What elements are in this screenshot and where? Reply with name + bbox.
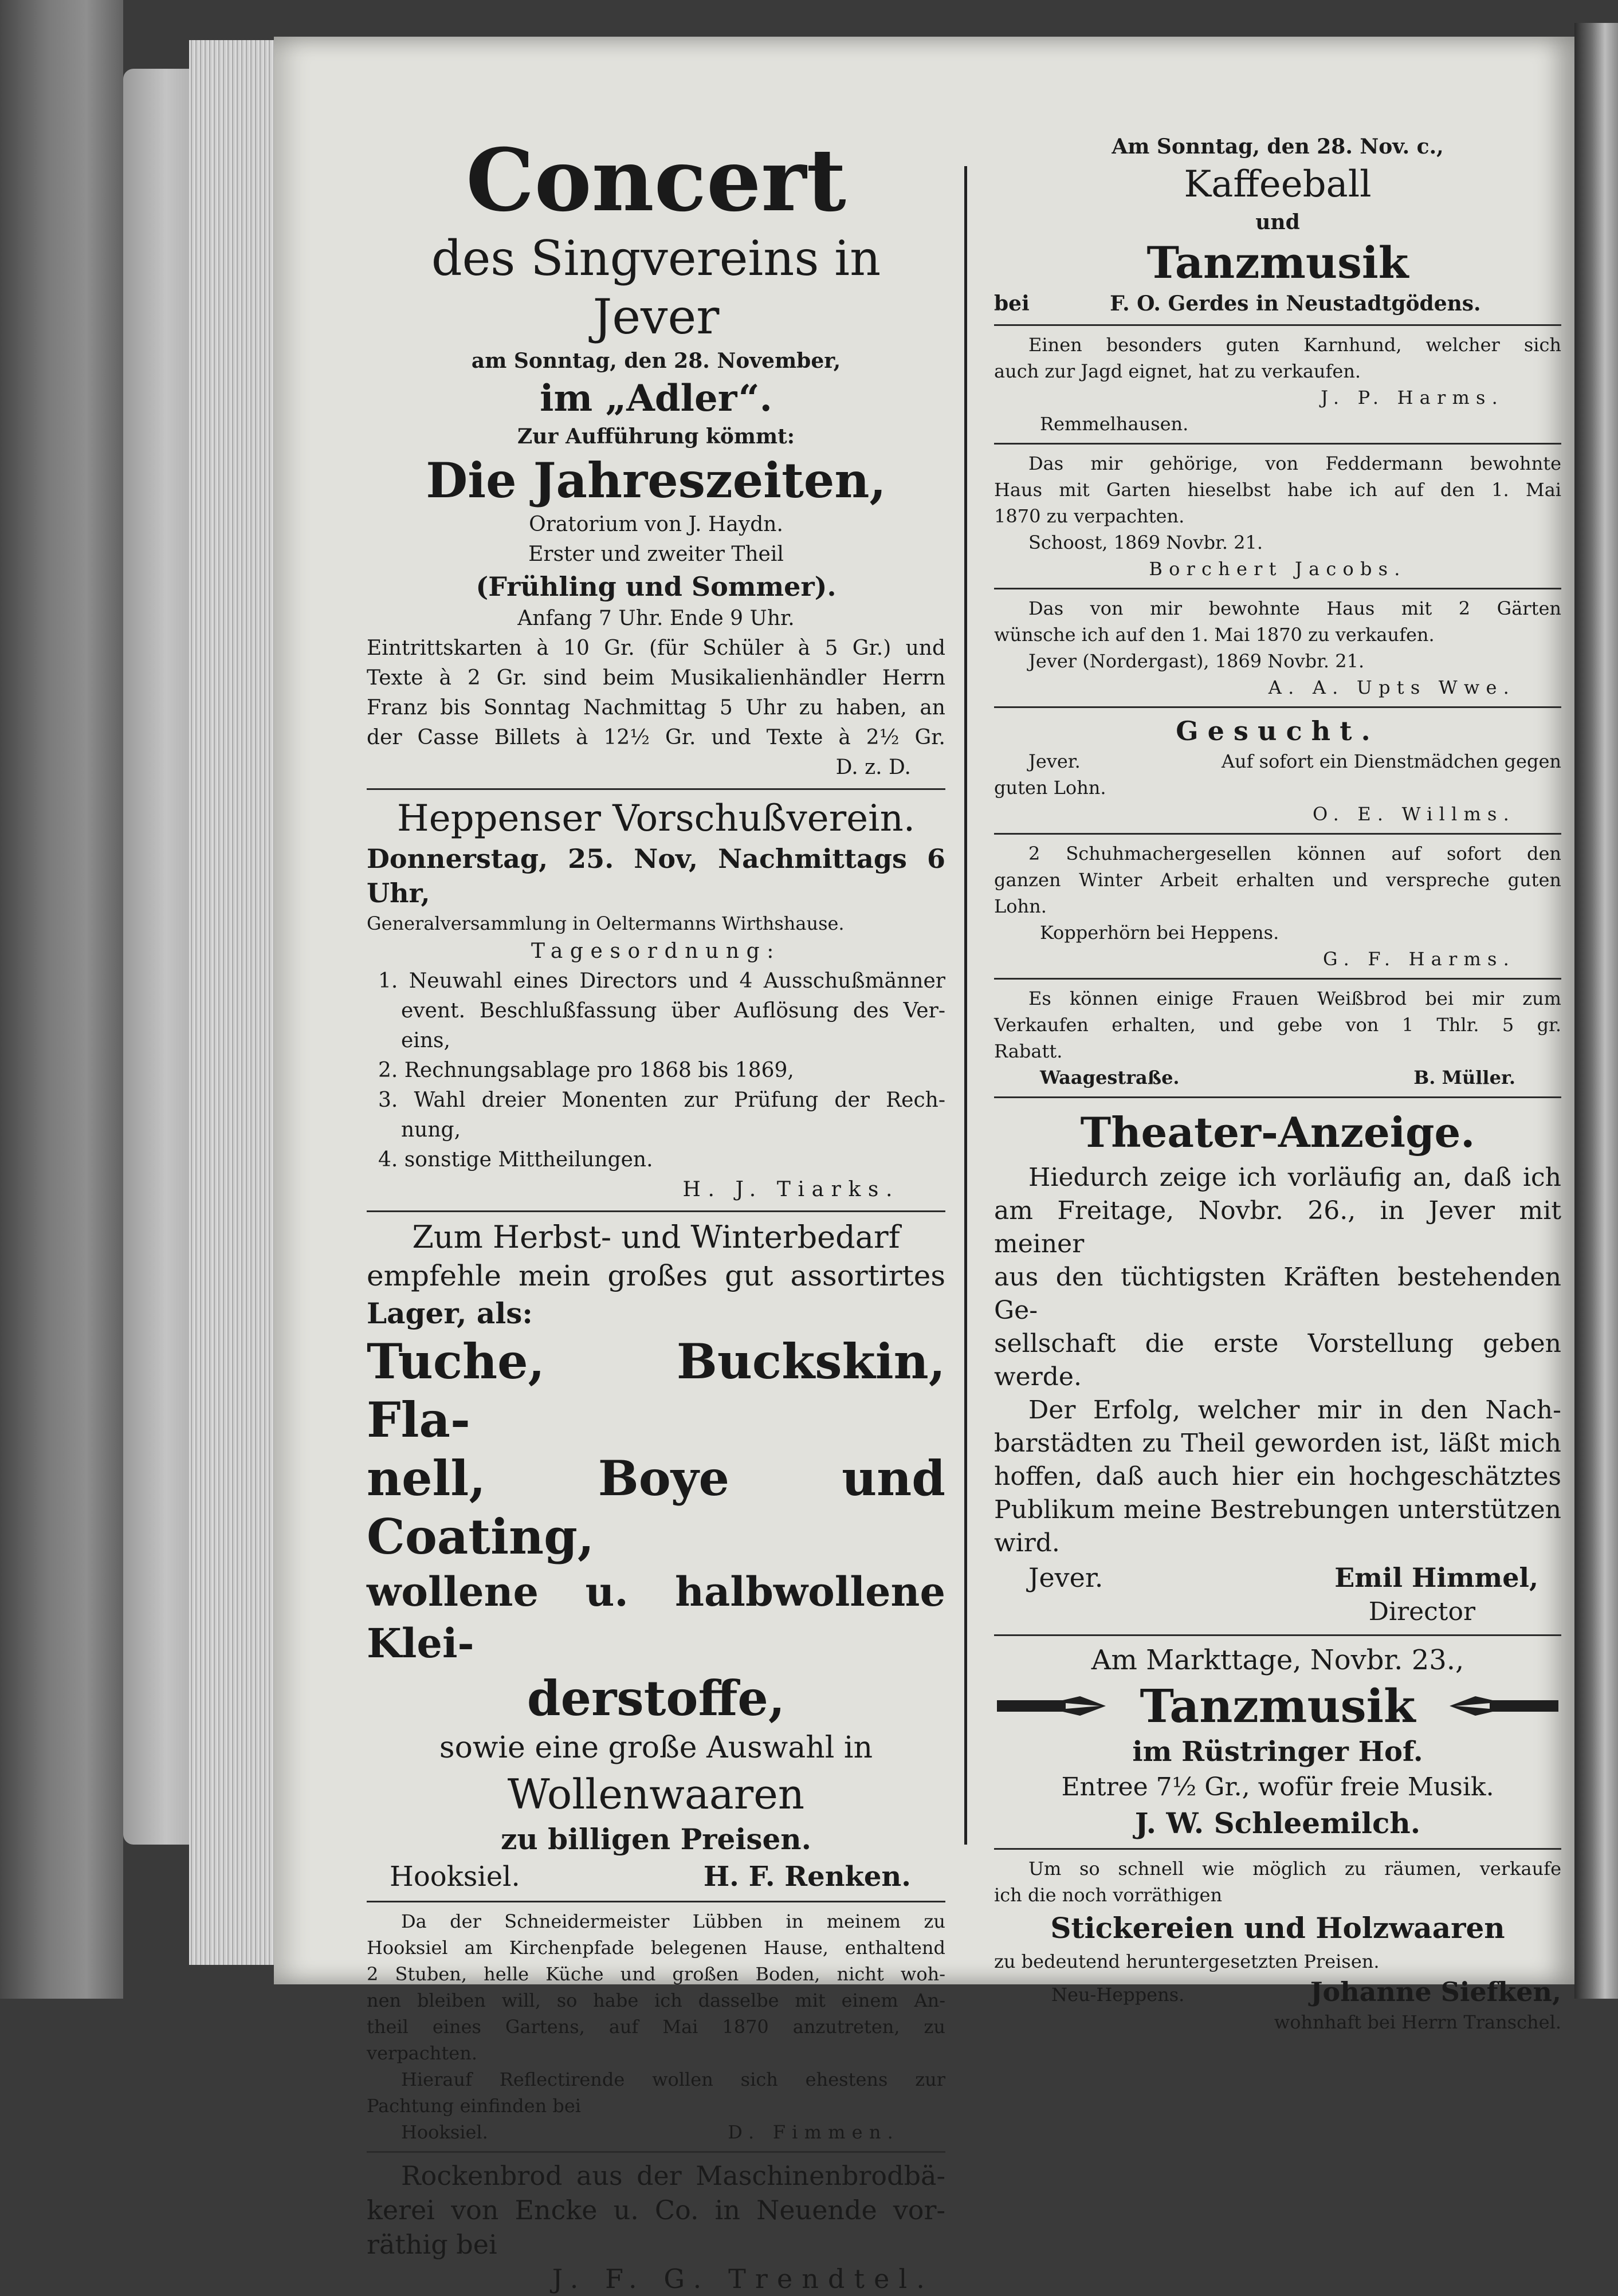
theater-line: sellschaft die erste Vorstellung geben werde. xyxy=(994,1329,1561,1391)
divider xyxy=(367,1901,945,1902)
concert-line: des Singvereins in Jever xyxy=(431,230,881,345)
concert-ad xyxy=(367,132,945,783)
siefken-line: Um so schnell wie möglich zu räumen, verkaufe xyxy=(1028,1858,1561,1880)
upts-line: Jever (Nordergast), 1869 Novbr. 21. xyxy=(1028,650,1365,672)
fimmen-line: verpachten. xyxy=(367,2042,477,2064)
concert-line: Zur Aufführung kömmt: xyxy=(517,424,795,449)
gesucht-ad xyxy=(994,714,1561,827)
upts-line: wünsche ich auf den 1. Mai 1870 zu verkaufen. xyxy=(994,624,1435,646)
harms-place: Remmelhausen. xyxy=(1040,413,1189,435)
renken-goods: Tuche, Buckskin, Fla- xyxy=(367,1333,945,1448)
heppens-title: Heppenser Vorschußverein. xyxy=(396,797,916,840)
ball-title: Tanzmusik xyxy=(1146,237,1409,288)
trendtel-line: kerei von Encke u. Co. in Neuende vor- xyxy=(367,2195,945,2226)
concert-line: (Frühling und Sommer). xyxy=(476,571,837,602)
left-column xyxy=(367,132,945,2296)
tanz-line: Am Markttage, Novbr. 23., xyxy=(1091,1644,1464,1676)
fimmen-signature: D. Fimmen. xyxy=(728,2121,900,2143)
jacobs-line: 1870 zu verpachten. xyxy=(994,505,1185,527)
siefken-title: Stickereien und Holzwaaren xyxy=(1050,1911,1505,1945)
theater-signature: Emil Himmel, xyxy=(1334,1562,1538,1593)
trendtel-signature: J. F. G. Trendtel. xyxy=(552,2263,934,2294)
divider xyxy=(994,1096,1561,1098)
upts-signature: A. A. Upts Wwe. xyxy=(1268,677,1515,698)
concert-title: Concert xyxy=(466,130,846,231)
theater-ad xyxy=(994,1104,1561,1629)
divider xyxy=(994,443,1561,445)
theater-line: hoffen, daß auch hier ein hochgeschätztes xyxy=(994,1462,1561,1491)
mueller-signature: B. Müller. xyxy=(1413,1067,1515,1088)
renken-line: empfehle mein großes gut assortirtes xyxy=(367,1259,945,1292)
fimmen-line: nen bleiben will, so habe ich dasselbe mit einem An- xyxy=(367,1990,945,2011)
schuhmacher-ad xyxy=(994,840,1561,972)
gesucht-place: Jever. xyxy=(1028,750,1081,772)
renken-ad xyxy=(367,1218,945,1895)
concert-line: Eintrittskarten à 10 Gr. (für Schüler à 5 Gr.) und xyxy=(367,636,945,660)
ball-line: und xyxy=(1255,210,1300,234)
page-edges xyxy=(189,40,286,1965)
renken-signature: H. F. Renken. xyxy=(703,1861,911,1893)
fimmen-footer xyxy=(367,2119,945,2145)
tanz-title-row xyxy=(994,1678,1561,1733)
fimmen-place: Hooksiel. xyxy=(401,2121,488,2143)
agenda-item: 3. Wahl dreier Monenten zur Prüfung der Rech- xyxy=(378,1088,945,1112)
jacobs-ad xyxy=(994,450,1561,582)
fimmen-line: Hooksiel am Kirchenpfade belegenen Hause, enthaltend xyxy=(367,1937,945,1959)
upts-line: Das von mir bewohnte Haus mit 2 Gärten xyxy=(1028,597,1561,619)
gesucht-title: Gesucht. xyxy=(1176,715,1380,746)
theater-place: Jever. xyxy=(1028,1562,1103,1593)
gesucht-line: Auf sofort ein Dienstmädchen gegen xyxy=(1221,750,1561,772)
tanz-title: Tanzmusik xyxy=(1140,1679,1416,1733)
concert-line: Erster und zweiter Theil xyxy=(528,542,784,566)
concert-line: im „Adler“. xyxy=(540,377,772,420)
fimmen-line: Da der Schneidermeister Lübben in meinem zu xyxy=(401,1910,945,1932)
divider xyxy=(994,978,1561,980)
harms-ad xyxy=(994,332,1561,437)
divider xyxy=(367,788,945,790)
trendtel-line: räthig bei xyxy=(367,2229,497,2260)
siefken-footer xyxy=(994,1975,1561,2009)
mueller-footer xyxy=(994,1064,1561,1091)
concert-line: Franz bis Sonntag Nachmittag 5 Uhr zu haben, an xyxy=(367,696,945,720)
ball-bei: bei xyxy=(994,292,1030,316)
kaffeeball-ad xyxy=(994,132,1561,319)
jacobs-line: Schoost, 1869 Novbr. 21. xyxy=(1028,532,1263,553)
fimmen-line: 2 Stuben, helle Küche und großen Boden, nicht woh- xyxy=(367,1963,945,1985)
concert-signature: D. z. D. xyxy=(835,756,911,779)
siefken-place: Neu-Heppens. xyxy=(1051,1984,1185,2006)
ball-title: Kaffeeball xyxy=(1184,163,1372,206)
theater-line: am Freitage, Novbr. 26., in Jever mit meiner xyxy=(994,1196,1561,1259)
tanz-line: im Rüstringer Hof. xyxy=(1132,1736,1423,1768)
concert-line: Anfang 7 Uhr. Ende 9 Uhr. xyxy=(517,607,795,630)
book-board xyxy=(123,69,195,1845)
concert-line: am Sonntag, den 28. November, xyxy=(471,349,841,373)
fimmen-ad xyxy=(367,1908,945,2145)
mueller-place: Waagestraße. xyxy=(1040,1067,1180,1088)
siefken-line: ich die noch vorräthigen xyxy=(994,1884,1223,1906)
tanzmusik-ad xyxy=(994,1642,1561,1842)
tanz-line: Entree 7½ Gr., wofür freie Musik. xyxy=(1061,1772,1494,1802)
renken-line: Zum Herbst- und Winterbedarf xyxy=(412,1219,900,1255)
pointing-hand-right-icon xyxy=(994,1692,1109,1720)
upts-ad xyxy=(994,595,1561,701)
siefken-line: wohnhaft bei Herrn Transchel. xyxy=(1274,2011,1561,2033)
tanz-signature: J. W. Schleemilch. xyxy=(1134,1806,1421,1840)
ball-host: F. O. Gerdes in Neustadtgödens. xyxy=(1110,292,1481,316)
mueller-ad xyxy=(994,985,1561,1091)
divider xyxy=(994,833,1561,835)
ball-venue xyxy=(994,289,1561,319)
theater-title: Theater-Anzeige. xyxy=(1080,1108,1475,1157)
book-cover xyxy=(0,0,123,1999)
concert-line: der Casse Billets à 12½ Gr. und Texte à 2½ Gr. xyxy=(367,726,945,749)
renken-goods: derstoffe, xyxy=(527,1670,786,1727)
agenda-item: 1. Neuwahl eines Directors und 4 Ausschußmänner xyxy=(378,969,945,993)
divider xyxy=(994,324,1561,326)
fimmen-line: Hierauf Reflectirende wollen sich ehestens zur xyxy=(401,2069,945,2090)
heppens-ad xyxy=(367,796,945,1205)
concert-line: Texte à 2 Gr. sind beim Musikalienhändler Herrn xyxy=(367,666,945,690)
fimmen-line: Pachtung einfinden bei xyxy=(367,2095,582,2117)
renken-line: Lager, als: xyxy=(367,1296,533,1330)
harms-line: auch zur Jagd eignet, hat zu verkaufen. xyxy=(994,360,1361,382)
heppens-line: Generalversammlung in Oeltermanns Wirthshause. xyxy=(367,913,845,934)
heppens-line: Tagesordnung: xyxy=(531,939,781,963)
divider xyxy=(994,706,1561,708)
renken-goods: nell, Boye und Coating, xyxy=(367,1450,945,1565)
schuh-line: Kopperhörn bei Heppens. xyxy=(1040,922,1279,943)
harms-line: Einen besonders guten Karnhund, welcher sich xyxy=(1028,334,1561,356)
right-page-edge xyxy=(1574,23,1618,1999)
agenda-item: nung, xyxy=(401,1118,461,1142)
divider xyxy=(994,588,1561,589)
renken-line: zu billigen Preisen. xyxy=(500,1822,812,1856)
heppens-line: Donnerstag, 25. Nov, Nachmittags 6 Uhr, xyxy=(367,843,945,909)
concert-work: Die Jahreszeiten, xyxy=(426,452,886,509)
renken-line: sowie eine große Auswahl in xyxy=(439,1731,873,1765)
mueller-line: Rabatt. xyxy=(994,1040,1063,1062)
theater-line: Publikum meine Bestrebungen unterstützen xyxy=(994,1495,1561,1524)
right-column xyxy=(994,132,1561,2035)
agenda-item: eins, xyxy=(401,1029,450,1052)
harms-signature: J. P. Harms. xyxy=(1321,387,1504,408)
renken-place: Hooksiel. xyxy=(390,1861,520,1893)
siefken-line: zu bedeutend heruntergesetzten Preisen. xyxy=(994,1951,1380,1972)
theater-line: Der Erfolg, welcher mir in den Nach- xyxy=(1028,1395,1561,1425)
fimmen-line: theil eines Gartens, auf Mai 1870 anzutreten, zu xyxy=(367,2016,945,2038)
ball-line: Am Sonntag, den 28. Nov. c., xyxy=(1112,135,1444,159)
theater-footer xyxy=(994,1560,1561,1595)
schuh-line: 2 Schuhmachergesellen können auf sofort den xyxy=(1028,843,1561,864)
agenda-item: event. Beschlußfassung über Auflösung des Ver- xyxy=(401,999,945,1023)
divider xyxy=(367,1210,945,1212)
theater-line: Hiedurch zeige ich vorläufig an, daß ich xyxy=(1028,1163,1561,1192)
mueller-line: Es können einige Frauen Weißbrod bei mir zum xyxy=(1028,988,1561,1009)
mueller-line: Verkaufen erhalten, und gebe von 1 Thlr. 5 gr. xyxy=(994,1014,1561,1036)
jacobs-line: Das mir gehörige, von Feddermann bewohnte xyxy=(1028,453,1561,474)
concert-line: Oratorium von J. Haydn. xyxy=(529,513,783,536)
divider xyxy=(994,1634,1561,1636)
gesucht-signature: O. E. Willms. xyxy=(1313,803,1515,825)
renken-footer xyxy=(367,1858,945,1895)
trendtel-ad xyxy=(367,2159,945,2296)
schuh-line: ganzen Winter Arbeit erhalten und verspreche guten xyxy=(994,869,1561,891)
siefken-ad xyxy=(994,1855,1561,2035)
theater-line: aus den tüchtigsten Kräften bestehenden Ge- xyxy=(994,1263,1561,1325)
gesucht-line: guten Lohn. xyxy=(994,777,1106,799)
divider xyxy=(367,2151,945,2153)
jacobs-signature: Borchert Jacobs. xyxy=(1149,558,1407,580)
theater-line: wird. xyxy=(994,1528,1060,1558)
renken-line: Wollenwaaren xyxy=(507,1770,805,1818)
heppens-signature: H. J. Tiarks. xyxy=(682,1178,900,1201)
trendtel-line: Rockenbrod aus der Maschinenbrodbä- xyxy=(401,2160,945,2191)
agenda-item: 2. Rechnungsablage pro 1868 bis 1869, xyxy=(378,1059,794,1082)
pointing-hand-left-icon xyxy=(1447,1692,1561,1720)
jacobs-line: Haus mit Garten hieselbst habe ich auf den 1. Mai xyxy=(994,479,1561,501)
schuh-signature: G. F. Harms. xyxy=(1323,948,1515,970)
theater-role: Director xyxy=(1368,1597,1475,1626)
schuh-line: Lohn. xyxy=(994,895,1047,917)
renken-goods: wollene u. halbwollene Klei- xyxy=(367,1568,945,1667)
siefken-signature: Johanne Siefken, xyxy=(1310,1976,1561,2007)
column-divider xyxy=(964,166,967,1845)
agenda-item: 4. sonstige Mittheilungen. xyxy=(378,1148,653,1171)
theater-line: barstädten zu Theil geworden ist, läßt mich xyxy=(994,1429,1561,1458)
divider xyxy=(994,1848,1561,1850)
gesucht-row xyxy=(994,748,1561,774)
